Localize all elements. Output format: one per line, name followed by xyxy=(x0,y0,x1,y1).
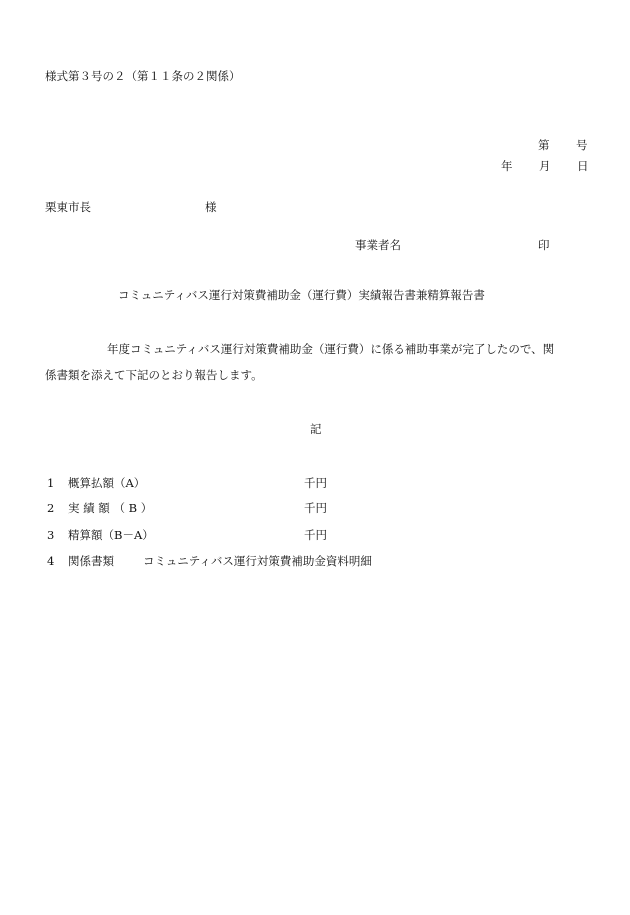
item-number: 3 xyxy=(47,528,55,542)
date-month: 月 xyxy=(539,159,551,173)
addressee-honorific: 様 xyxy=(205,200,217,214)
item-number: 1 xyxy=(47,476,55,490)
item-unit: 千円 xyxy=(304,501,327,515)
item-number: 4 xyxy=(47,554,55,568)
form-number: 様式第３号の２（第１１条の２関係） xyxy=(45,69,241,83)
item-number: 2 xyxy=(47,501,55,515)
addressee-name: 栗東市長 xyxy=(45,200,91,214)
item-unit: 千円 xyxy=(304,528,327,542)
item-label: 概算払額（A） xyxy=(68,476,146,490)
seal-mark: 印 xyxy=(538,238,550,252)
item-value: コミュニティバス運行対策費補助金資料明細 xyxy=(143,554,372,568)
applicant-label: 事業者名 xyxy=(355,238,401,252)
number-prefix: 第 xyxy=(538,138,550,152)
item-label: 関係書類 xyxy=(68,554,114,568)
document-title: コミュニティバス運行対策費補助金（運行費）実績報告書兼精算報告書 xyxy=(118,288,485,302)
item-label: 精算額（B－A） xyxy=(68,528,154,542)
body-paragraph xyxy=(45,336,593,389)
body-line-1: 年度コミュニティバス運行対策費補助金（運行費）に係る補助事業が完了したので、関 xyxy=(107,342,555,356)
item-unit: 千円 xyxy=(304,476,327,490)
item-label: 実 績 額 （ B ） xyxy=(68,501,153,515)
number-suffix: 号 xyxy=(576,138,588,152)
date-day: 日 xyxy=(577,159,589,173)
ki-heading: 記 xyxy=(310,422,322,436)
body-line-2: 係書類を添えて下記のとおり報告します。 xyxy=(45,368,263,383)
date-year: 年 xyxy=(501,159,513,173)
